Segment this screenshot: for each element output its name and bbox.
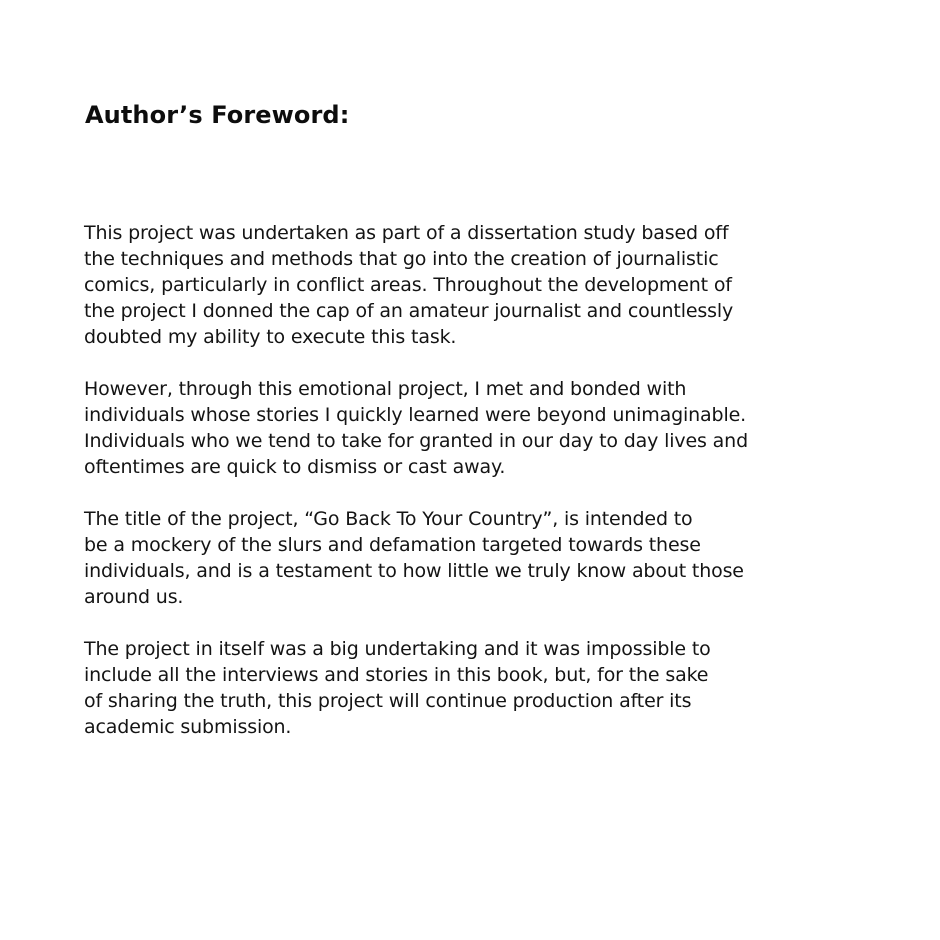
text-line: Individuals who we tend to take for granted in our day to day lives and [84, 430, 748, 452]
text-line: be a mockery of the slurs and defamation targeted towards these [84, 534, 701, 556]
text-line: This project was undertaken as part of a dissertation study based off [84, 222, 729, 244]
text-line: However, through this emotional project, I met and bonded with [84, 378, 687, 400]
text-line: The project in itself was a big undertaking and it was impossible to [84, 638, 711, 660]
paragraph-continuation [84, 636, 884, 740]
page-title: Author’s Foreword: [85, 101, 350, 129]
text-line: around us. [84, 586, 184, 608]
paragraph-title-meaning [84, 506, 884, 610]
text-line: doubted my ability to execute this task. [84, 326, 457, 348]
text-line: academic submission. [84, 716, 292, 738]
text-line: The title of the project, “Go Back To Your Country”, is intended to [84, 508, 693, 530]
text-line: of sharing the truth, this project will continue production after its [84, 690, 692, 712]
text-line: comics, particularly in conflict areas. Throughout the development of [84, 274, 732, 296]
text-line: individuals whose stories I quickly learned were beyond unimaginable. [84, 404, 746, 426]
text-line: include all the interviews and stories in this book, but, for the sake [84, 664, 709, 686]
text-line: the techniques and methods that go into the creation of journalistic [84, 248, 719, 270]
paragraph-individuals [84, 376, 884, 480]
text-line: the project I donned the cap of an amateur journalist and countlessly [84, 300, 734, 322]
text-line: individuals, and is a testament to how little we truly know about those [84, 560, 744, 582]
text-line: oftentimes are quick to dismiss or cast away. [84, 456, 506, 478]
foreword-body [84, 220, 884, 766]
paragraph-intro [84, 220, 884, 350]
